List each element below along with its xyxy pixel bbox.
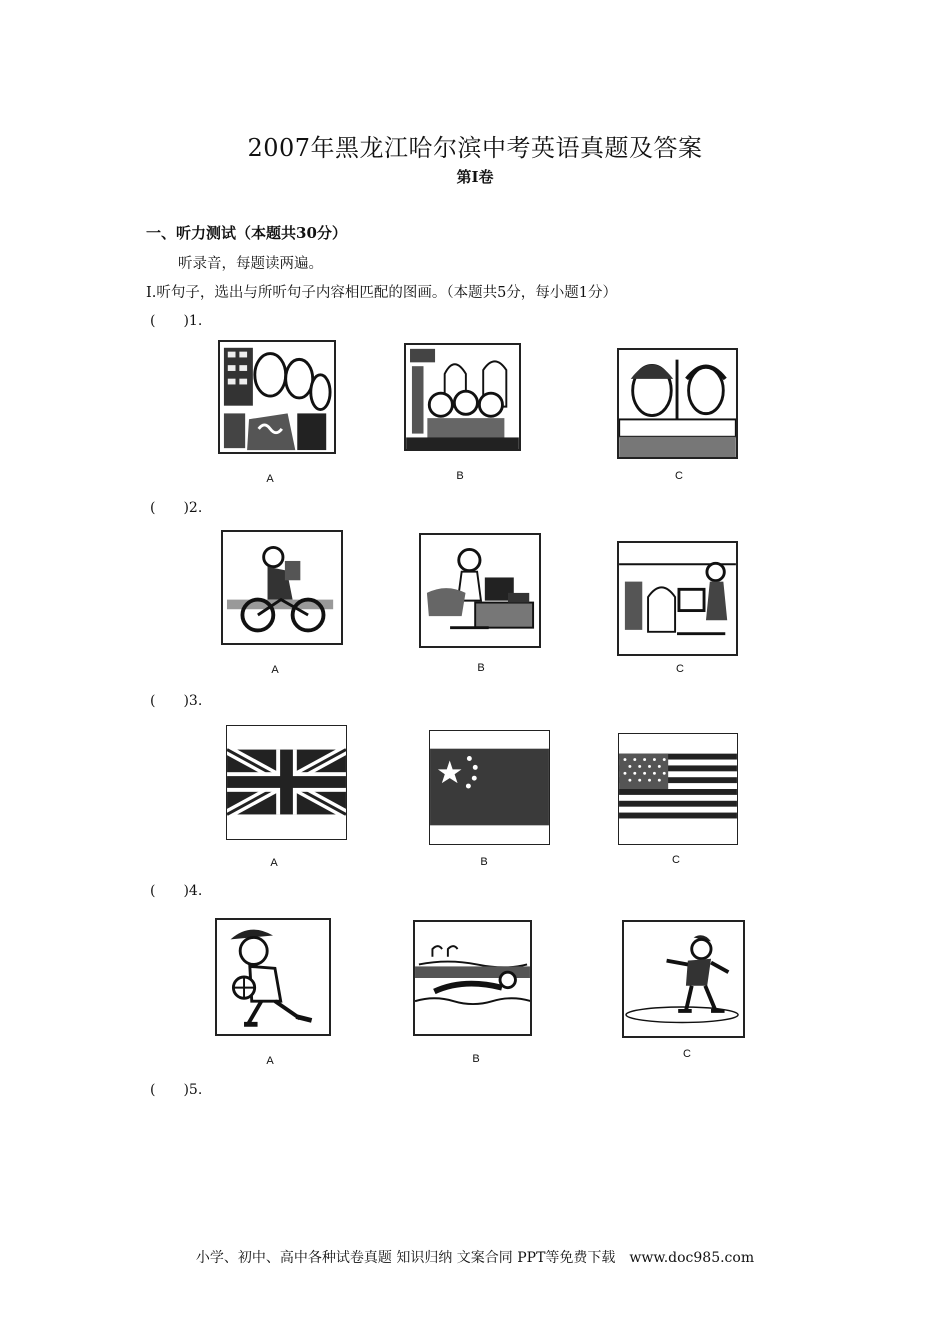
q3-option-b-image [429,730,550,845]
instruction-text: 听录音，每题读两遍。 [178,256,323,272]
question-2-label: ( )2. [150,500,203,516]
q1-option-a-label: A [266,473,274,485]
question-5-label: ( )5. [150,1082,203,1098]
q3-option-a-image [226,725,347,840]
q4-option-c-image [622,920,745,1038]
q1-option-c-image [617,348,738,459]
question-1-label: ( )1. [150,313,203,329]
q3-option-c-label: C [672,854,680,866]
q2-option-c-label: C [676,663,684,675]
q4-option-a-label: A [266,1055,274,1067]
q4-option-b-image [413,920,532,1036]
q1-option-b-label: B [456,470,464,482]
q1-option-c-label: C [675,470,683,482]
q2-option-a-image [221,530,343,645]
document-subtitle: 第Ⅰ卷 [456,168,494,186]
q2-option-b-label: B [477,662,485,674]
page-footer: 小学、初中、高中各种试卷真题 知识归纳 文案合同 PPT等免费下载 www.doc985.com [195,1250,755,1266]
q3-option-b-label: B [480,856,488,868]
q1-option-b-image [404,343,521,451]
q2-option-c-image [617,541,738,656]
part-heading: Ⅰ.听句子，选出与所听句子内容相匹配的图画。（本题共5分，每小题1分） [146,285,618,301]
q2-option-b-image [419,533,541,648]
section-heading: 一、听力测试（本题共30分） [146,224,347,242]
question-3-label: ( )3. [150,693,203,709]
q1-option-a-image [218,340,336,454]
q4-option-b-label: B [472,1053,480,1065]
question-4-label: ( )4. [150,883,203,899]
q2-option-a-label: A [271,664,279,676]
q3-option-c-image [618,733,738,845]
q4-option-a-image [215,918,331,1036]
document-title: 2007年黑龙江哈尔滨中考英语真题及答案 [247,134,703,162]
q4-option-c-label: C [683,1048,691,1060]
q3-option-a-label: A [270,857,278,869]
